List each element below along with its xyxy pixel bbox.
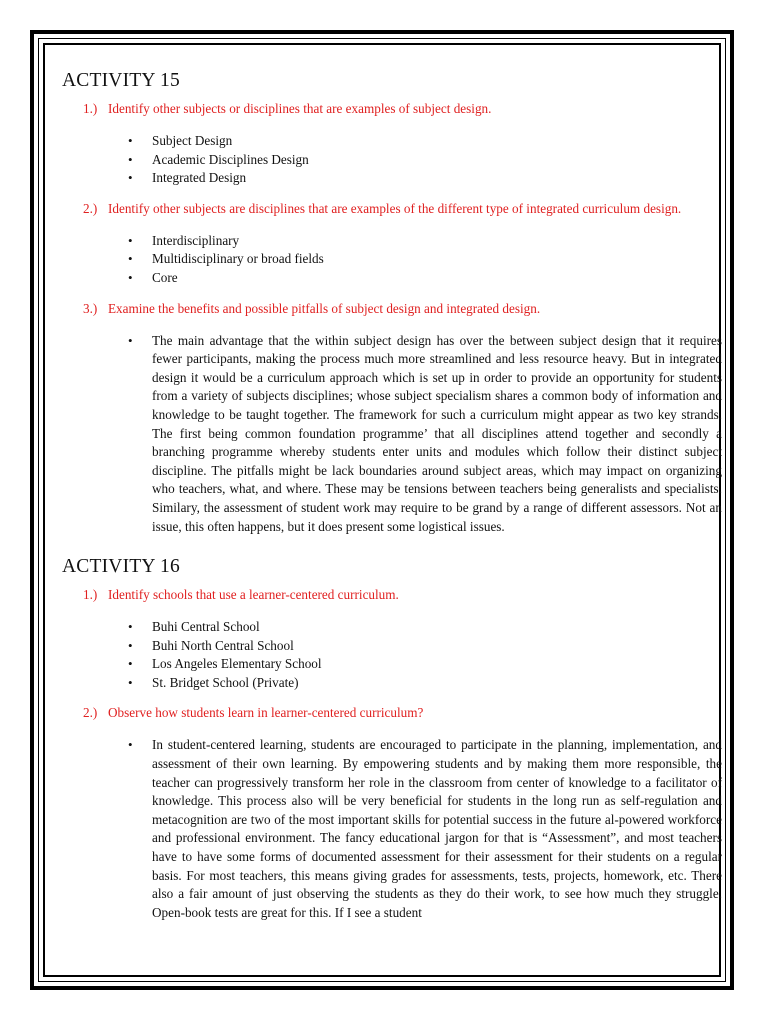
question-text: Examine the benefits and possible pitfalls of subject design and integrated design. (108, 300, 541, 316)
bullet-icon: • (128, 674, 133, 690)
answer-paragraph: • The main advantage that the within subject design has over the between subject design that it requires fewer participants, making the process much more streamlined and less resource heavy. But in integrated design it would be a curriculum approach which is set up in order to provide an opportunity for students from a variety of subjects disciplines; whose subject specialism shares a common body of information and knowledge to be taught together. The framework for such a curriculum might appear as two key strands. The first being common foundation programme’ that all disciplines attend together and secondly a branching programme whereby students enter units and modules which follow their distinct subject discipline. The pitfalls might be lack boundaries around subject areas, which may impact on organizing who teachers, what, and where. These may be tensions between teachers being generalists and specialists. Similary, the assessment of student work may require to be grand by a range of different assessors. Not an issue, this often happens, but it does present some logistical issues. (128, 332, 722, 534)
activity-15-question-2 (83, 200, 722, 218)
question-text: Identify schools that use a learner-centered curriculum. (108, 587, 399, 603)
activity-15-list-1 (62, 132, 722, 188)
bullet-icon: • (128, 251, 133, 267)
activity-16-answer-2 (62, 736, 722, 922)
bullet-icon: • (128, 332, 133, 348)
question-number: 1.) (83, 587, 98, 603)
question-number: 2.) (83, 200, 98, 216)
list-item: • Buhi Central School (62, 618, 722, 637)
bullet-icon: • (128, 656, 133, 672)
bullet-icon: • (128, 619, 133, 635)
bullet-icon: • (128, 737, 133, 753)
activity-16-question-2 (83, 704, 722, 722)
answer-paragraph: • In student-centered learning, students are encouraged to participate in the planning, implementation, and assessment of their own learning. By empowering students and by making them more responsible, the teacher can progressively transform her role in the classroom from center of knowledge to a facilitator of knowledge. This process also will be very beneficial for students in the long run as self-regulation and metacognition are two of the most important skills for potential success in the future al-powered workforce and professional environment. The fancy educational jargon for that is “Assessment”, and most teachers have to have some forms of documented assessment for their assessment for their students on a regular basis. For most teachers, this means giving grades for assessments, tests, projects, homework, etc. There also a fair amount of just observing the students as they do their work, to see how much they struggle. Open-book tests are great for this. If I see a student (128, 737, 722, 920)
bullet-icon: • (128, 637, 133, 653)
question-number: 1.) (83, 101, 98, 116)
activity-15-question-3 (83, 300, 722, 318)
list-item: • Multidisciplinary or broad fields (62, 250, 722, 269)
activity-16-list-1 (62, 618, 722, 692)
question-number: 3.) (83, 300, 98, 316)
activity-16-heading: ACTIVITY 16 (62, 556, 180, 578)
activity-16-question-1 (83, 586, 722, 604)
bullet-icon: • (128, 170, 133, 186)
question-number: 2.) (83, 705, 98, 721)
question-text: Observe how students learn in learner-centered curriculum? (108, 705, 424, 721)
bullet-icon: • (128, 133, 133, 148)
list-item: • Subject Design (62, 132, 722, 151)
list-item: • Los Angeles Elementary School (62, 655, 722, 674)
list-item: • St. Bridget School (Private) (62, 674, 722, 693)
activity-15-heading: ACTIVITY 15 (62, 70, 180, 91)
document-body (62, 70, 722, 970)
activity-15-list-2 (62, 232, 722, 288)
list-item: • Academic Disciplines Design (62, 151, 722, 170)
list-item: • Core (62, 269, 722, 288)
activity-15-question-1 (83, 100, 722, 118)
list-item: • Integrated Design (62, 169, 722, 188)
bullet-icon: • (128, 269, 133, 285)
list-item: • Buhi North Central School (62, 637, 722, 656)
activity-15-answer-3 (62, 332, 722, 537)
question-text: Identify other subjects are disciplines that are examples of the different type of integrated curriculum design. (108, 200, 682, 216)
bullet-icon: • (128, 232, 133, 248)
question-text: Identify other subjects or disciplines that are examples of subject design. (108, 101, 492, 116)
bullet-icon: • (128, 151, 133, 167)
list-item: • Interdisciplinary (62, 232, 722, 251)
